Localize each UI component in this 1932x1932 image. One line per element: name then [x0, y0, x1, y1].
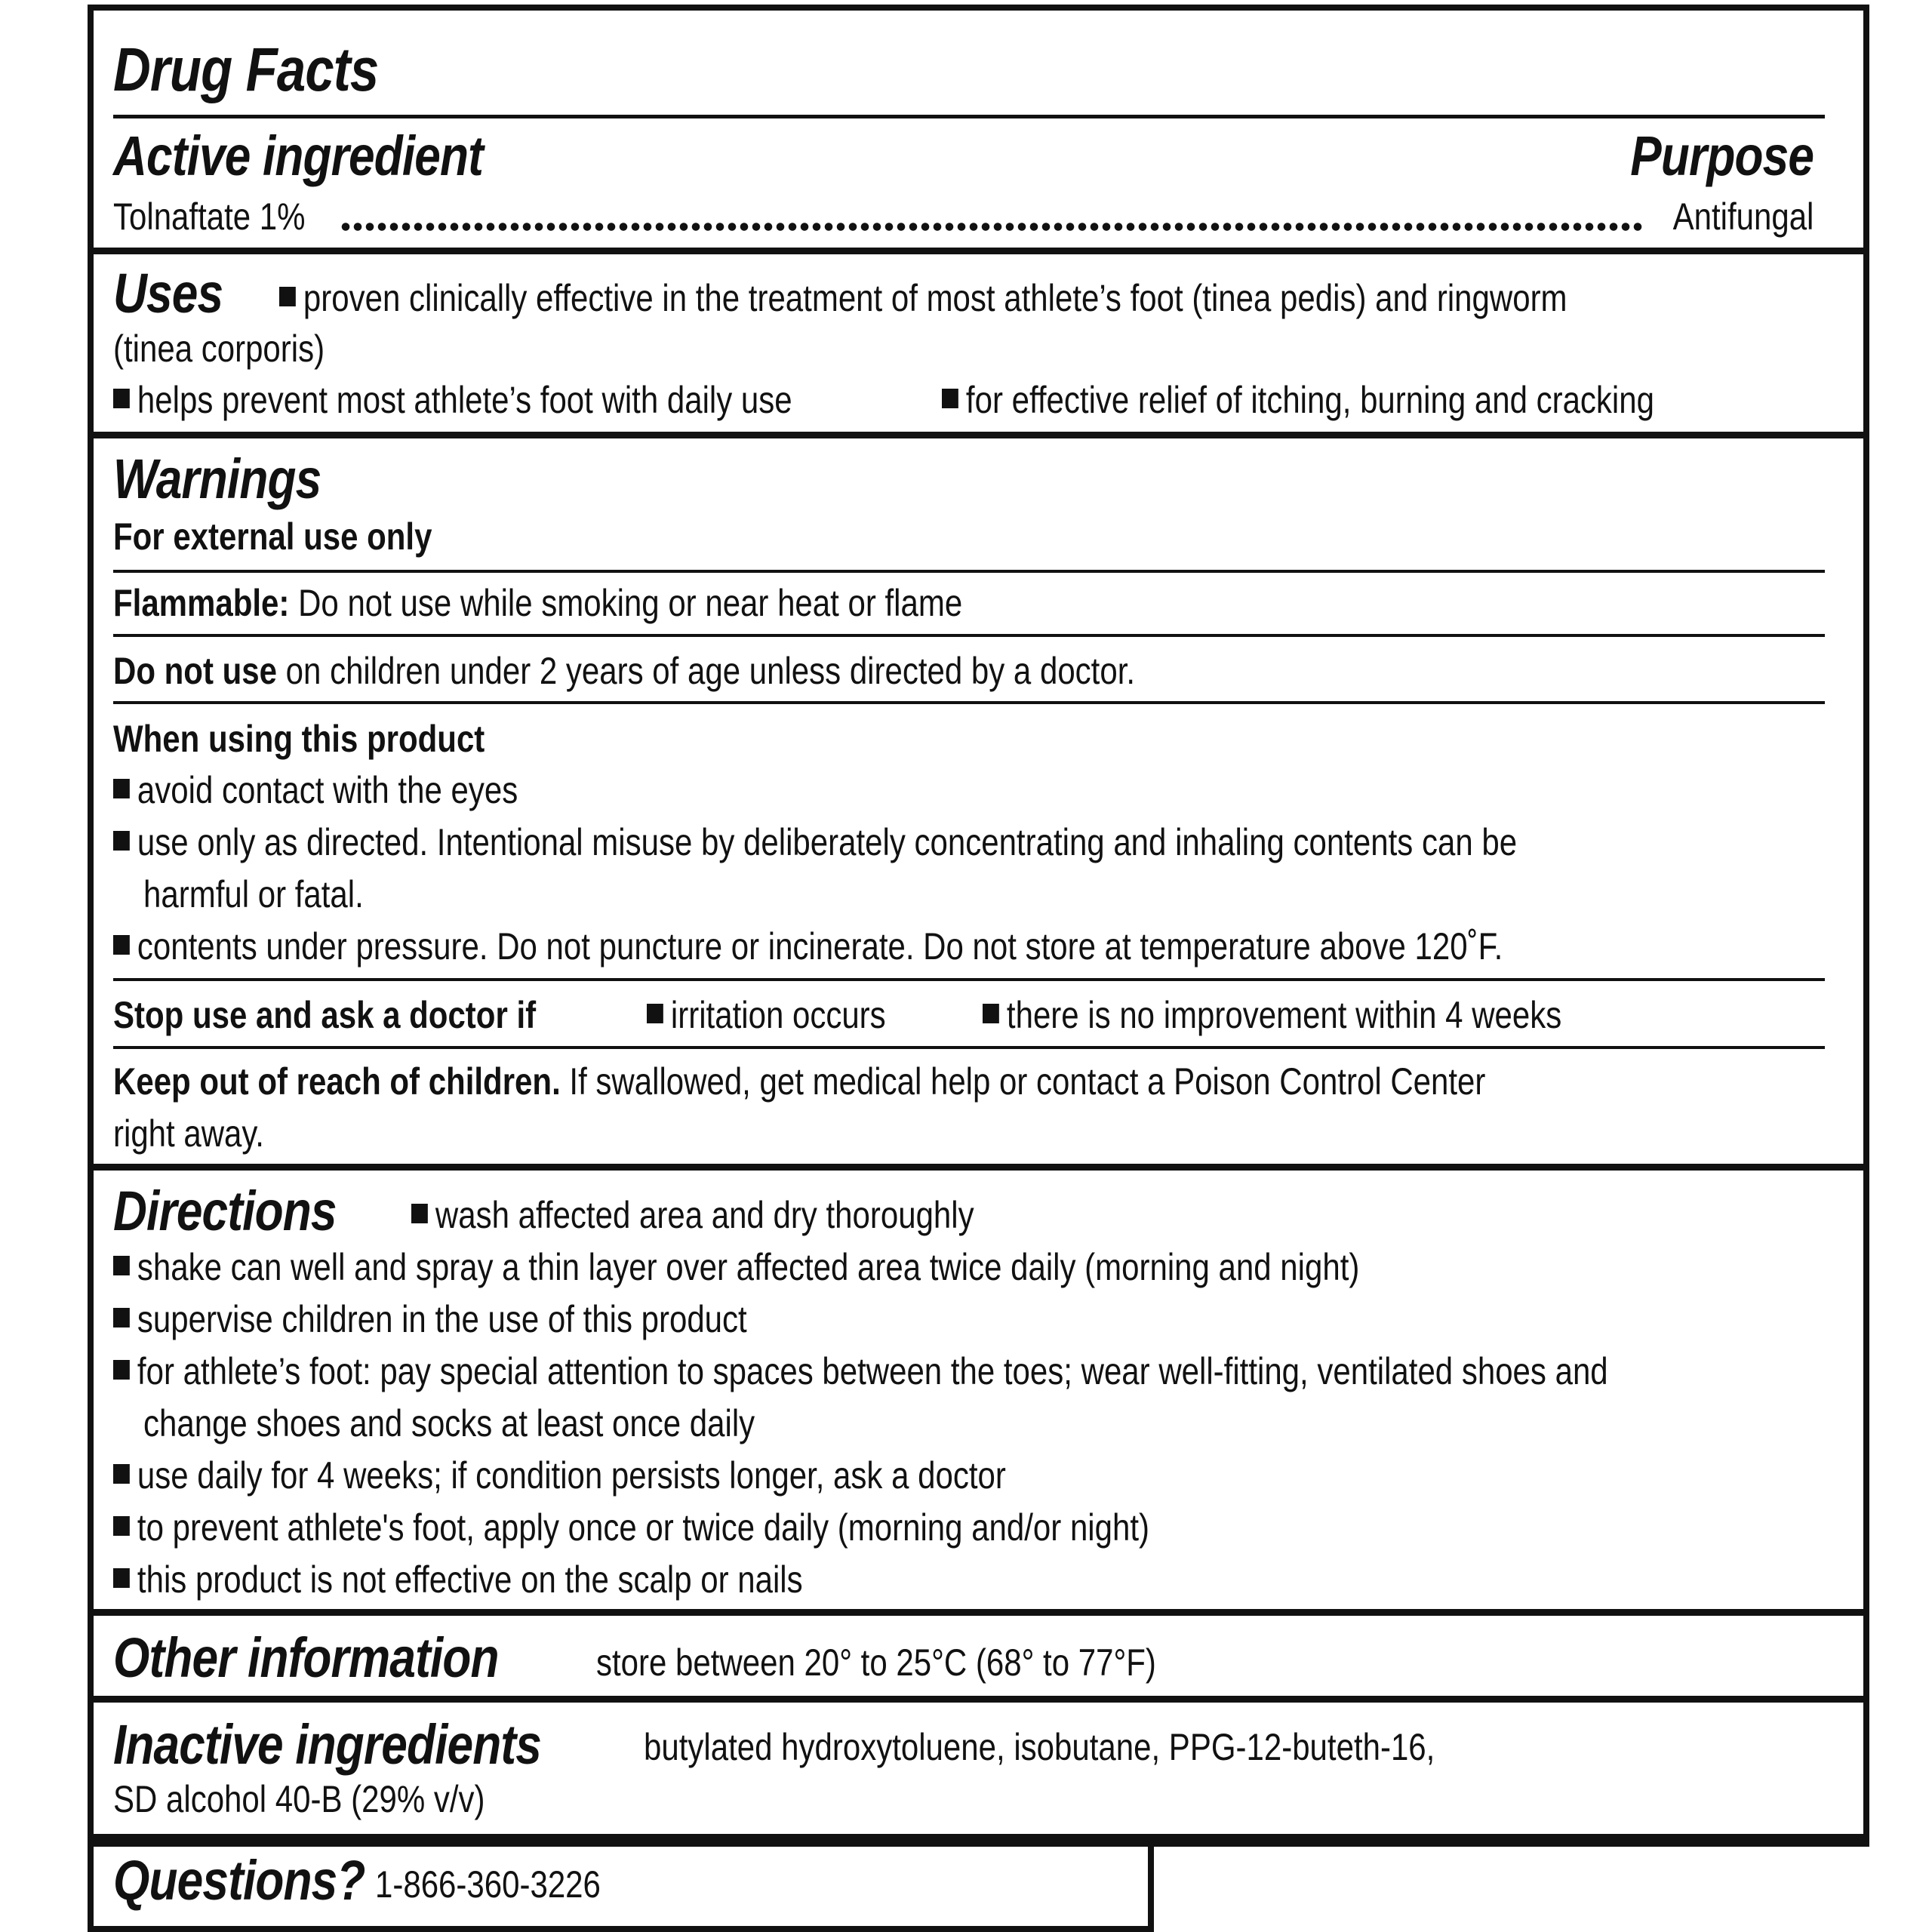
bullet-icon: [113, 935, 130, 955]
directions-item: [113, 1506, 1150, 1549]
keep-out-continuation: right away.: [113, 1112, 264, 1155]
inactive-ingredients-heading: Inactive ingredients: [113, 1713, 541, 1776]
uses-item-text: helps prevent most athlete’s foot with daily use: [137, 379, 792, 421]
questions-heading: Questions?: [113, 1849, 365, 1912]
section-divider: [88, 432, 1869, 438]
flammable-text: Do not use while smoking or near heat or flame: [298, 582, 963, 624]
directions-heading: Directions: [113, 1180, 337, 1242]
uses-item: [113, 381, 792, 419]
stop-use-item-text: there is no improvement within 4 weeks: [1006, 994, 1562, 1036]
bullet-icon: [113, 1464, 130, 1484]
directions-item-text: shake can well and spray a thin layer over affected area twice daily (morning and night): [137, 1246, 1360, 1288]
uses-item-text: for effective relief of itching, burning and cracking: [965, 379, 1654, 421]
warnings-rule: [113, 978, 1825, 981]
directions-item: [411, 1196, 974, 1234]
questions-phone: 1-866-360-3226: [375, 1863, 601, 1906]
bullet-icon: [113, 1360, 130, 1380]
section-divider: [88, 248, 1869, 254]
stop-use-item: [983, 996, 1561, 1034]
bullet-icon: [113, 1568, 130, 1588]
directions-item-text: wash affected area and dry thoroughly: [435, 1194, 974, 1236]
uses-item-text: proven clinically effective in the treatment of most athlete’s foot (tinea pedis) and ringworm: [303, 277, 1567, 319]
do-not-use-text: on children under 2 years of age unless directed by a doctor.: [285, 650, 1136, 692]
bullet-icon: [942, 389, 958, 408]
directions-item: [113, 1300, 747, 1338]
directions-item-text: for athlete’s foot: pay special attention to spaces between the toes; wear well-fitting, ventilated shoes and: [137, 1350, 1608, 1392]
keep-out-label: Keep out of reach of children.: [113, 1060, 561, 1103]
directions-item: [113, 1558, 803, 1601]
do-not-use-warning: [113, 652, 1135, 690]
bullet-icon: [113, 1516, 130, 1536]
uses-item: [279, 279, 1567, 317]
bullet-icon: [113, 779, 130, 798]
flammable-warning: [113, 584, 962, 622]
directions-item-continuation: change shoes and socks at least once daily: [143, 1402, 755, 1444]
stop-use-item-text: irritation occurs: [670, 994, 886, 1036]
uses-heading: Uses: [113, 262, 223, 325]
when-using-item-continuation: harmful or fatal.: [143, 873, 364, 915]
bullet-icon: [411, 1204, 428, 1223]
when-using-item: [113, 771, 518, 809]
directions-item: [113, 1352, 1608, 1390]
flammable-label: Flammable:: [113, 582, 290, 624]
directions-item-text: use daily for 4 weeks; if condition persists longer, ask a doctor: [137, 1454, 1006, 1497]
section-divider: [88, 1164, 1869, 1171]
external-use-warning: For external use only: [113, 515, 432, 558]
warnings-rule: [113, 701, 1825, 704]
warnings-rule: [113, 634, 1825, 637]
section-divider: [88, 1609, 1869, 1616]
active-ingredient-name: Tolnaftate 1%: [113, 195, 306, 238]
uses-item: [942, 381, 1654, 419]
bullet-icon: [113, 1256, 130, 1275]
bullet-icon: [113, 389, 130, 408]
when-using-heading: When using this product: [113, 718, 485, 760]
active-ingredient-heading: Active ingredient: [113, 125, 484, 187]
directions-item-text: this product is not effective on the scalp or nails: [137, 1558, 803, 1601]
section-divider: [88, 1696, 1869, 1703]
bullet-icon: [113, 831, 130, 851]
purpose-heading: Purpose: [1630, 125, 1814, 187]
leader-dots: [340, 223, 1644, 231]
keep-out-of-reach-warning: [113, 1060, 1486, 1103]
keep-out-text: If swallowed, get medical help or contact a Poison Control Center: [569, 1060, 1486, 1103]
inactive-ingredients-continuation: SD alcohol 40-B (29% v/v): [113, 1778, 485, 1820]
when-using-item-text: contents under pressure. Do not puncture or incinerate. Do not store at temperature above 120˚F.: [137, 925, 1503, 968]
other-information-heading: Other information: [113, 1626, 499, 1689]
active-ingredient-purpose: Antifungal: [1672, 195, 1814, 238]
directions-item-text: to prevent athlete's foot, apply once or twice daily (morning and/or night): [137, 1506, 1150, 1549]
other-information-text: store between 20° to 25°C (68° to 77°F): [596, 1641, 1156, 1684]
when-using-item: [113, 823, 1517, 861]
drug-facts-title: Drug Facts: [113, 35, 379, 104]
stop-use-label: Stop use and ask a doctor if: [113, 994, 537, 1036]
when-using-item-text: avoid contact with the eyes: [137, 769, 518, 811]
directions-item: [113, 1248, 1359, 1286]
warnings-rule: [113, 570, 1825, 573]
title-rule: [113, 115, 1825, 118]
warnings-heading: Warnings: [113, 448, 321, 510]
inactive-ingredients-text: butylated hydroxytoluene, isobutane, PPG-12-buteth-16,: [644, 1726, 1435, 1768]
directions-item: [113, 1454, 1006, 1497]
uses-item-continuation: (tinea corporis): [113, 328, 325, 370]
do-not-use-label: Do not use: [113, 650, 277, 692]
bullet-icon: [983, 1004, 999, 1023]
section-divider: [88, 1834, 1869, 1841]
bullet-icon: [647, 1004, 663, 1023]
bullet-icon: [279, 287, 296, 306]
when-using-item: [113, 925, 1503, 968]
stop-use-item: [647, 996, 886, 1034]
when-using-item-text: use only as directed. Intentional misuse by deliberately concentrating and inhaling contents can be: [137, 821, 1518, 863]
warnings-rule: [113, 1046, 1825, 1049]
directions-item-text: supervise children in the use of this product: [137, 1298, 747, 1340]
bullet-icon: [113, 1308, 130, 1327]
